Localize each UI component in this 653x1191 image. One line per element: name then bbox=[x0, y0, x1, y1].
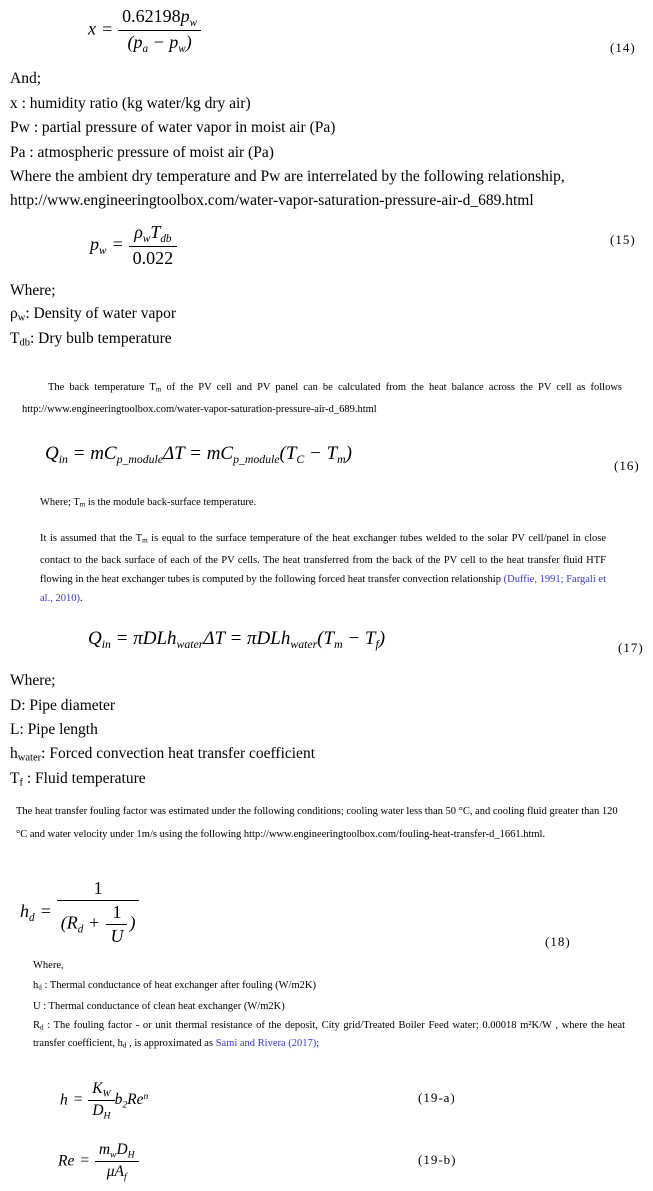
eq15-denominator: 0.022 bbox=[132, 247, 174, 268]
eq15-fraction bbox=[129, 222, 178, 269]
eq19a-reynolds: Re$^n$ bbox=[127, 1091, 149, 1109]
eq18-numerator: 1 bbox=[57, 878, 140, 901]
paragraph-fouling-factor: The heat transfer fouling factor was estimated under the following conditions; cooling water less than 50 °C, and cooling fluid greater than 120 °C and water velocity under 1m/s using the following http://www.engineeringtoolbox.com/fouling-heat-transfer-d_1661.html. bbox=[16, 806, 618, 840]
url-saturation-pressure: http://www.engineeringtoolbox.com/water-vapor-saturation-pressure-air-d_689.html bbox=[10, 192, 534, 209]
definition-x: x : humidity ratio (kg water/kg dry air) bbox=[10, 95, 251, 112]
eq15-equals: = bbox=[111, 233, 124, 254]
eq15-numerator: $\rho_wT_{db}$ bbox=[129, 222, 178, 247]
eq14-fraction bbox=[118, 6, 201, 55]
equation-17: $Q_{in} = \pi DLh_{water}\Delta T = \pi DLh_{water}(T_m - T_f)$ bbox=[88, 628, 386, 652]
equation-19b-number: (19-b) bbox=[418, 1152, 457, 1167]
eq19b-denominator: $\mu A_f$ bbox=[106, 1163, 127, 1183]
equation-19a-number: (19-a) bbox=[418, 1090, 456, 1105]
equation-15-number: (15) bbox=[610, 232, 636, 247]
text-where-17: Where; bbox=[10, 672, 56, 689]
citation-duffie-fargali[interactable]: (Duffie, 1991; Fargali et al., 2010) bbox=[40, 574, 606, 605]
equation-18-number: (18) bbox=[545, 934, 571, 949]
eq15-lhs: $p_w$ bbox=[90, 233, 107, 257]
equation-19b bbox=[58, 1141, 139, 1183]
text-and: And; bbox=[10, 70, 41, 87]
definition-hd: hd : Thermal conductance of heat exchanger after fouling (W/m2K) bbox=[33, 979, 316, 992]
eq19a-equals: = bbox=[72, 1091, 84, 1109]
paragraph-back-temperature: The back temperature Tm of the PV cell and PV panel can be calculated from the heat balance across the PV cell as follows http://www.engineeringtoolbox.com/water-vapor-saturation-pressure-air-d_689.html bbox=[22, 382, 622, 415]
definition-d: D: Pipe diameter bbox=[10, 697, 116, 714]
definition-pw: Pw : partial pressure of water vapor in moist air (Pa) bbox=[10, 119, 336, 136]
eq19b-equals: = bbox=[79, 1152, 90, 1170]
eq19a-numerator: $K_W$ bbox=[88, 1080, 114, 1101]
eq14-denominator: $(p_a - p_w)$ bbox=[127, 31, 192, 55]
eq19b-fraction bbox=[95, 1141, 139, 1183]
eq18-fraction bbox=[57, 878, 140, 947]
citation-sami-rivera[interactable]: Sami and Rivera (2017) bbox=[215, 1037, 317, 1049]
definition-rho-w: ρw: Density of water vapor bbox=[10, 305, 177, 324]
eq19a-coefficient: $b_2$ bbox=[114, 1091, 128, 1111]
equation-17-number: (17) bbox=[618, 640, 644, 655]
equation-19a bbox=[60, 1080, 148, 1122]
definition-u: U : Thermal conductance of clean heat exchanger (W/m2K) bbox=[33, 1000, 285, 1012]
eq19a-fraction bbox=[88, 1080, 114, 1122]
equation-18 bbox=[20, 878, 139, 947]
eq18-inner-fraction: $\frac{1}{U}$ bbox=[106, 902, 127, 947]
eq19a-lhs: h bbox=[60, 1091, 68, 1109]
text-where-18: Where, bbox=[33, 960, 64, 971]
definition-pa: Pa : atmospheric pressure of moist air (Pa) bbox=[10, 144, 274, 161]
eq19b-numerator: $m_wD_H$ bbox=[95, 1141, 139, 1162]
eq18-lhs: $h_d$ bbox=[20, 900, 35, 924]
definition-hwater: hwater: Forced convection heat transfer coefficient bbox=[10, 745, 315, 764]
equation-14 bbox=[88, 6, 201, 55]
eq19a-denominator: $D_H$ bbox=[92, 1102, 111, 1122]
eq14-lhs: x bbox=[88, 18, 96, 39]
text-where-15: Where; bbox=[10, 282, 56, 299]
eq19b-lhs: Re bbox=[58, 1152, 75, 1170]
equation-15 bbox=[90, 222, 177, 269]
eq18-denominator: ($R_d$ + $\frac{1}{U}$ ) bbox=[60, 902, 136, 946]
eq14-equals: = bbox=[101, 18, 114, 39]
equation-14-number: (14) bbox=[610, 40, 636, 55]
definition-tdb: Tdb: Dry bulb temperature bbox=[10, 330, 172, 349]
eq14-numerator: $0.62198p_w$ bbox=[118, 6, 201, 31]
where-block-18 bbox=[33, 958, 625, 1057]
definition-rd: Rd : The fouling factor - or unit thermal resistance of the deposit, City grid/Treated Boiler Feed water; 0.00018 m²K/W , where the heat transfer coefficient, hd , is approximated as Sami and Rivera (2017); bbox=[33, 1020, 625, 1050]
definition-tf: Tf : Fluid temperature bbox=[10, 770, 146, 789]
eq18-equals: = bbox=[39, 900, 52, 921]
text-where-16: Where; Tm is the module back-surface temperature. bbox=[40, 497, 257, 509]
equation-16: $Q_{in} = mC_{p\_module}\Delta T = mC_{p\_module}(T_C - T_m)$ bbox=[45, 443, 352, 467]
paragraph-assumed-tm: It is assumed that the Tm is equal to the surface temperature of the heat exchanger tubes welded to the solar PV cell/panel in close contact to the back surface of each of the PV cells. The heat transferred from the back of the PV cell to the heat transfer fluid HTF flowing in the heat exchanger tubes is computed by the following forced heat transfer convection relationship (Duffie, 1991; Fargali et al., 2010). bbox=[40, 533, 607, 605]
text-where-relationship: Where the ambient dry temperature and Pw are interrelated by the following relationship, bbox=[10, 168, 565, 185]
equation-16-number: (16) bbox=[614, 458, 640, 473]
definition-l: L: Pipe length bbox=[10, 721, 98, 738]
